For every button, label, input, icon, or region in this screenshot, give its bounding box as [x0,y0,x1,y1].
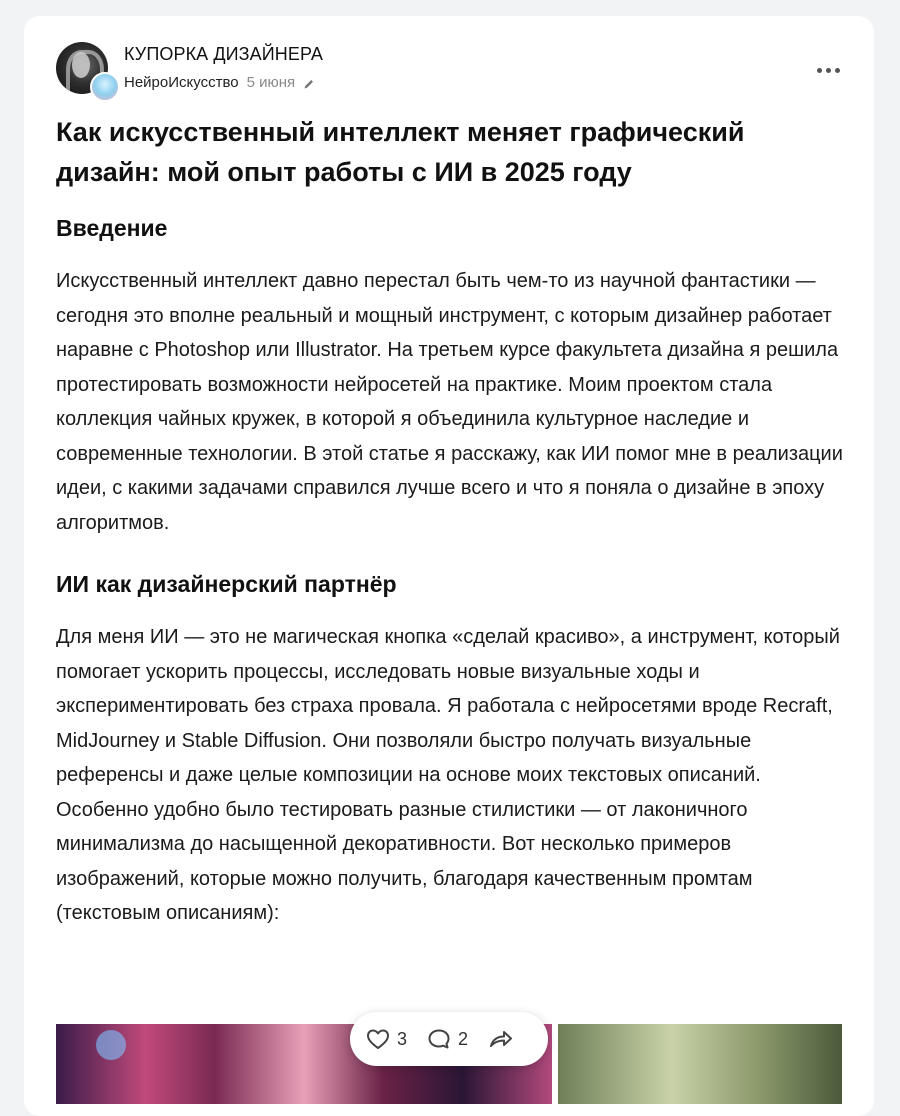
more-options-button[interactable] [810,56,846,84]
share-button[interactable] [488,1028,514,1050]
post-content [56,112,846,931]
channel-avatar[interactable] [90,72,120,102]
section-heading-intro: Введение [56,215,168,241]
gallery-image-2[interactable] [558,1024,842,1104]
like-button[interactable] [366,1028,407,1050]
channel-name[interactable]: НейроИскусство [124,74,239,91]
avatar-face [72,52,90,78]
post-card [24,16,874,1116]
pencil-icon [303,77,315,89]
comment-count: 2 [458,1028,469,1049]
post-meta [124,74,315,91]
comment-button[interactable] [427,1028,468,1050]
more-dots-icon [817,68,822,73]
section-heading-partner: ИИ как дизайнерский партнёр [56,571,397,597]
post-title: Как искусственный интеллект меняет графический дизайн: мой опыт работы с ИИ в 2025 году [56,117,745,187]
heart-icon [366,1028,390,1050]
post-header [56,42,842,98]
like-count: 3 [397,1028,408,1049]
comment-bubble-icon [427,1028,451,1050]
section-text-partner: Для меня ИИ — это не магическая кнопка «сделай красиво», а инструмент, который помогает ускорить процессы, исследовать новые визуальные ходы и экспериментировать без страха провала. Я работала с нейросетями вроде Recraft, MidJourney и Stable Diffusion. Они позволяли быстро получать визуальные референсы и даже целые композиции на основе моих текстовых описаний. Особенно удобно было тестировать разные стилистики — от лаконичного минимализма до насыщенной декоративности. Вот несколько примеров изображений, которые можно получить, благодаря качественным промтам (текстовым описаниям): [56,626,840,924]
author-name[interactable]: КУПОРКА ДИЗАЙНЕРА [124,44,324,64]
reaction-bar [350,1012,548,1066]
post-date: 5 июня [246,74,296,91]
share-arrow-icon [488,1028,514,1050]
section-text-intro: Искусственный интеллект давно перестал быть чем-то из научной фантастики — сегодня это вполне реальный и мощный инструмент, с которым дизайнер работает наравне с Photoshop или Illustrator. На третьем курсе факультета дизайна я решила протестировать возможности нейросетей на практике. Моим проектом стала коллекция чайных кружек, в которой я объединила культурное наследие и современные технологии. В этой статье я расскажу, как ИИ помог мне в реализации идеи, с какими задачами справился лучше всего и что я поняла о дизайне в эпоху алгоритмов. [56,270,843,534]
